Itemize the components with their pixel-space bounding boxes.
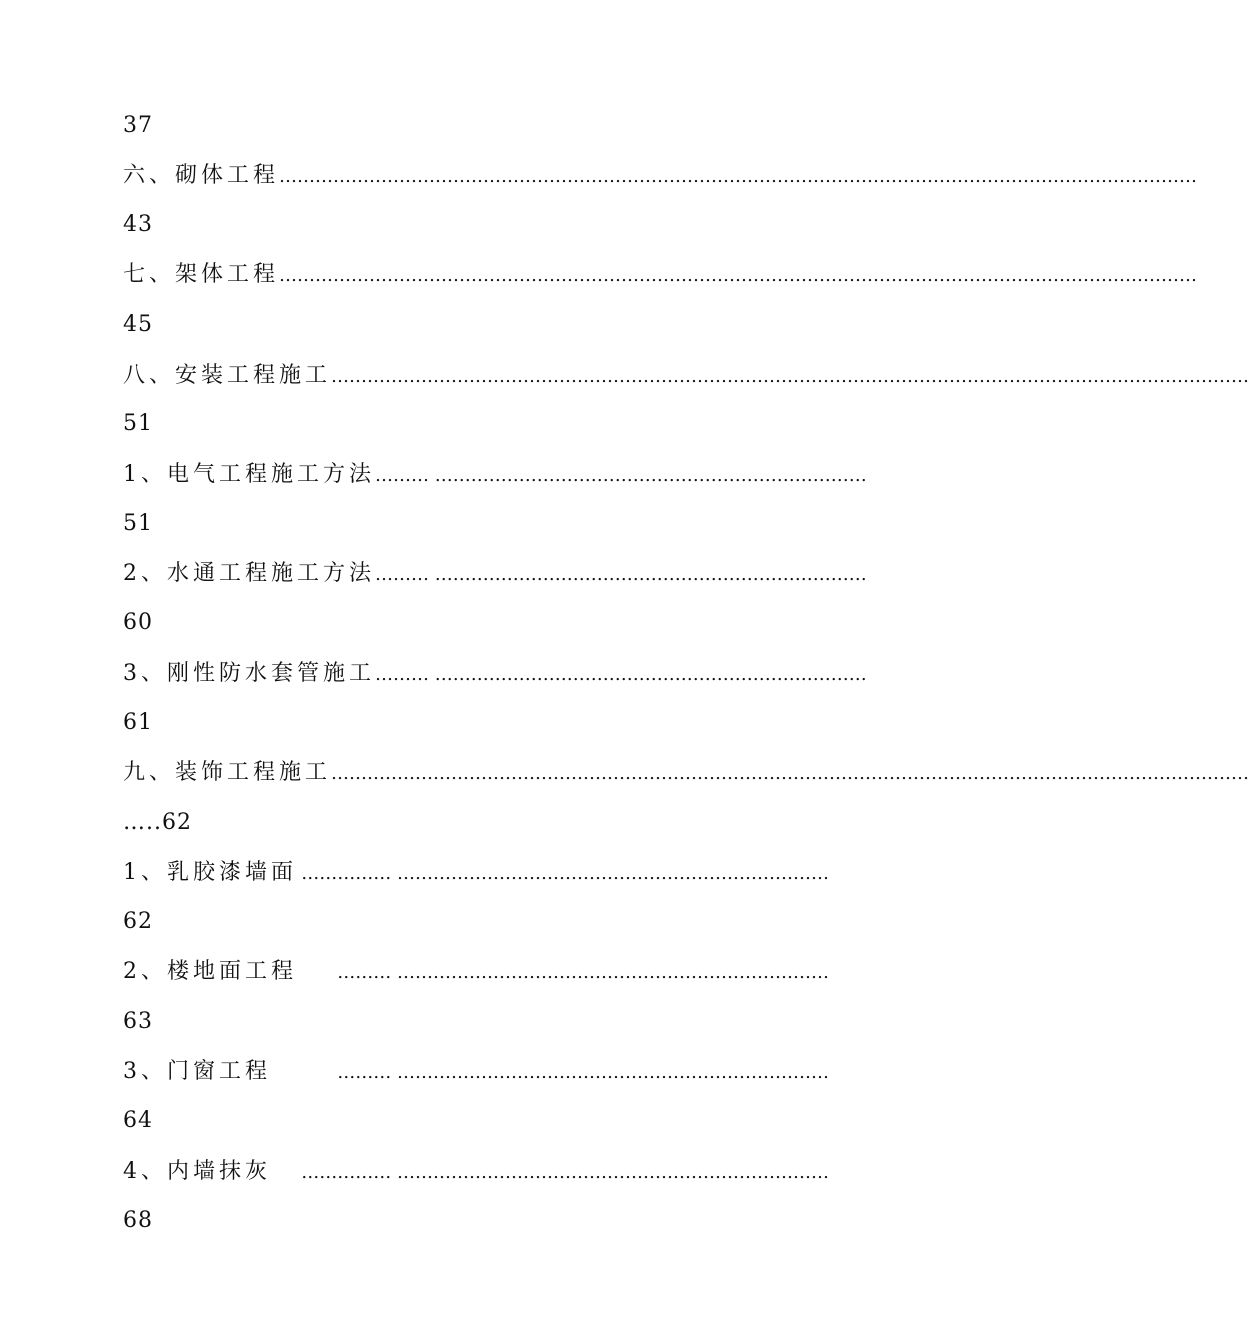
toc-entry-title: 3、门窗工程 <box>123 1059 271 1084</box>
toc-dot-leader: ……………………………………………………………… ……… <box>337 1062 829 1083</box>
toc-page-number <box>123 507 829 541</box>
toc-entry <box>123 756 1249 790</box>
toc-page-number <box>123 208 829 242</box>
page-number: 37 <box>123 113 153 138</box>
toc-dot-leader: ……………………………………………………………………………………………………………………………………… <box>331 366 1249 387</box>
toc-entry <box>123 557 867 591</box>
toc-dot-leader: ……………………………………………………………… …………… <box>301 1162 829 1183</box>
page-number: 45 <box>123 312 153 337</box>
toc-entry-title: 六、砌体工程 <box>123 163 280 188</box>
toc-entry-title: 2、水通工程施工方法 <box>123 561 375 586</box>
toc-page-number <box>123 407 829 441</box>
toc-entry-title: 1、乳胶漆墙面 <box>123 860 297 885</box>
toc-dot-leader: ……………………………………………………………… ……… <box>337 962 829 983</box>
toc-page-number <box>123 706 829 740</box>
toc-page-number <box>123 905 829 939</box>
toc-entry <box>123 856 829 890</box>
toc-entry <box>123 1155 829 1189</box>
page-number: 63 <box>123 1009 153 1034</box>
toc-entry <box>123 359 1249 393</box>
toc-entry-title: 3、刚性防水套管施工 <box>123 661 375 686</box>
toc-entry <box>123 657 867 691</box>
page-number: 43 <box>123 212 153 237</box>
page-number: 51 <box>123 411 153 436</box>
toc-entry-title: 4、内墙抹灰 <box>123 1159 271 1184</box>
page-number: 64 <box>123 1108 153 1133</box>
toc-dot-leader: ……………………………………………………………………………………………………………………………………… <box>331 763 1249 784</box>
toc-entry-title: 七、架体工程 <box>123 262 280 287</box>
toc-dot-leader: ……………………………………………………………… ……… <box>375 564 867 585</box>
toc-entry-title: 八、安装工程施工 <box>123 363 332 388</box>
page-number: 61 <box>123 710 153 735</box>
toc-page-number <box>123 308 829 342</box>
page-number: 51 <box>123 511 153 536</box>
toc-page-number <box>123 1104 829 1138</box>
toc-dot-leader: ……………………………………………………………… ……… <box>375 465 867 486</box>
toc-page-number <box>123 606 829 640</box>
page-number: 68 <box>123 1208 153 1233</box>
page-number: …..62 <box>123 810 192 835</box>
toc-dot-leader: ……………………………………………………………………………………………………………………………………… <box>279 166 1198 187</box>
toc-page-number <box>123 1005 829 1039</box>
toc-entry-title: 1、电气工程施工方法 <box>123 462 375 487</box>
toc-entry <box>123 258 1198 292</box>
toc-page-number <box>123 1204 829 1238</box>
toc-entry <box>123 955 829 989</box>
toc-dot-leader: ……………………………………………………………… ……… <box>375 664 867 685</box>
toc-page-number <box>123 806 829 840</box>
toc-dot-leader: ……………………………………………………………… …………… <box>301 863 829 884</box>
toc-entry <box>123 159 1198 193</box>
toc-entry <box>123 458 867 492</box>
page-number: 60 <box>123 610 153 635</box>
toc-entry <box>123 1055 829 1089</box>
toc-entry-title: 九、装饰工程施工 <box>123 760 332 785</box>
toc-entry-title: 2、楼地面工程 <box>123 959 297 984</box>
page-number: 62 <box>123 909 153 934</box>
toc-dot-leader: ……………………………………………………………………………………………………………………………………… <box>279 265 1198 286</box>
toc-page-number <box>123 109 829 143</box>
